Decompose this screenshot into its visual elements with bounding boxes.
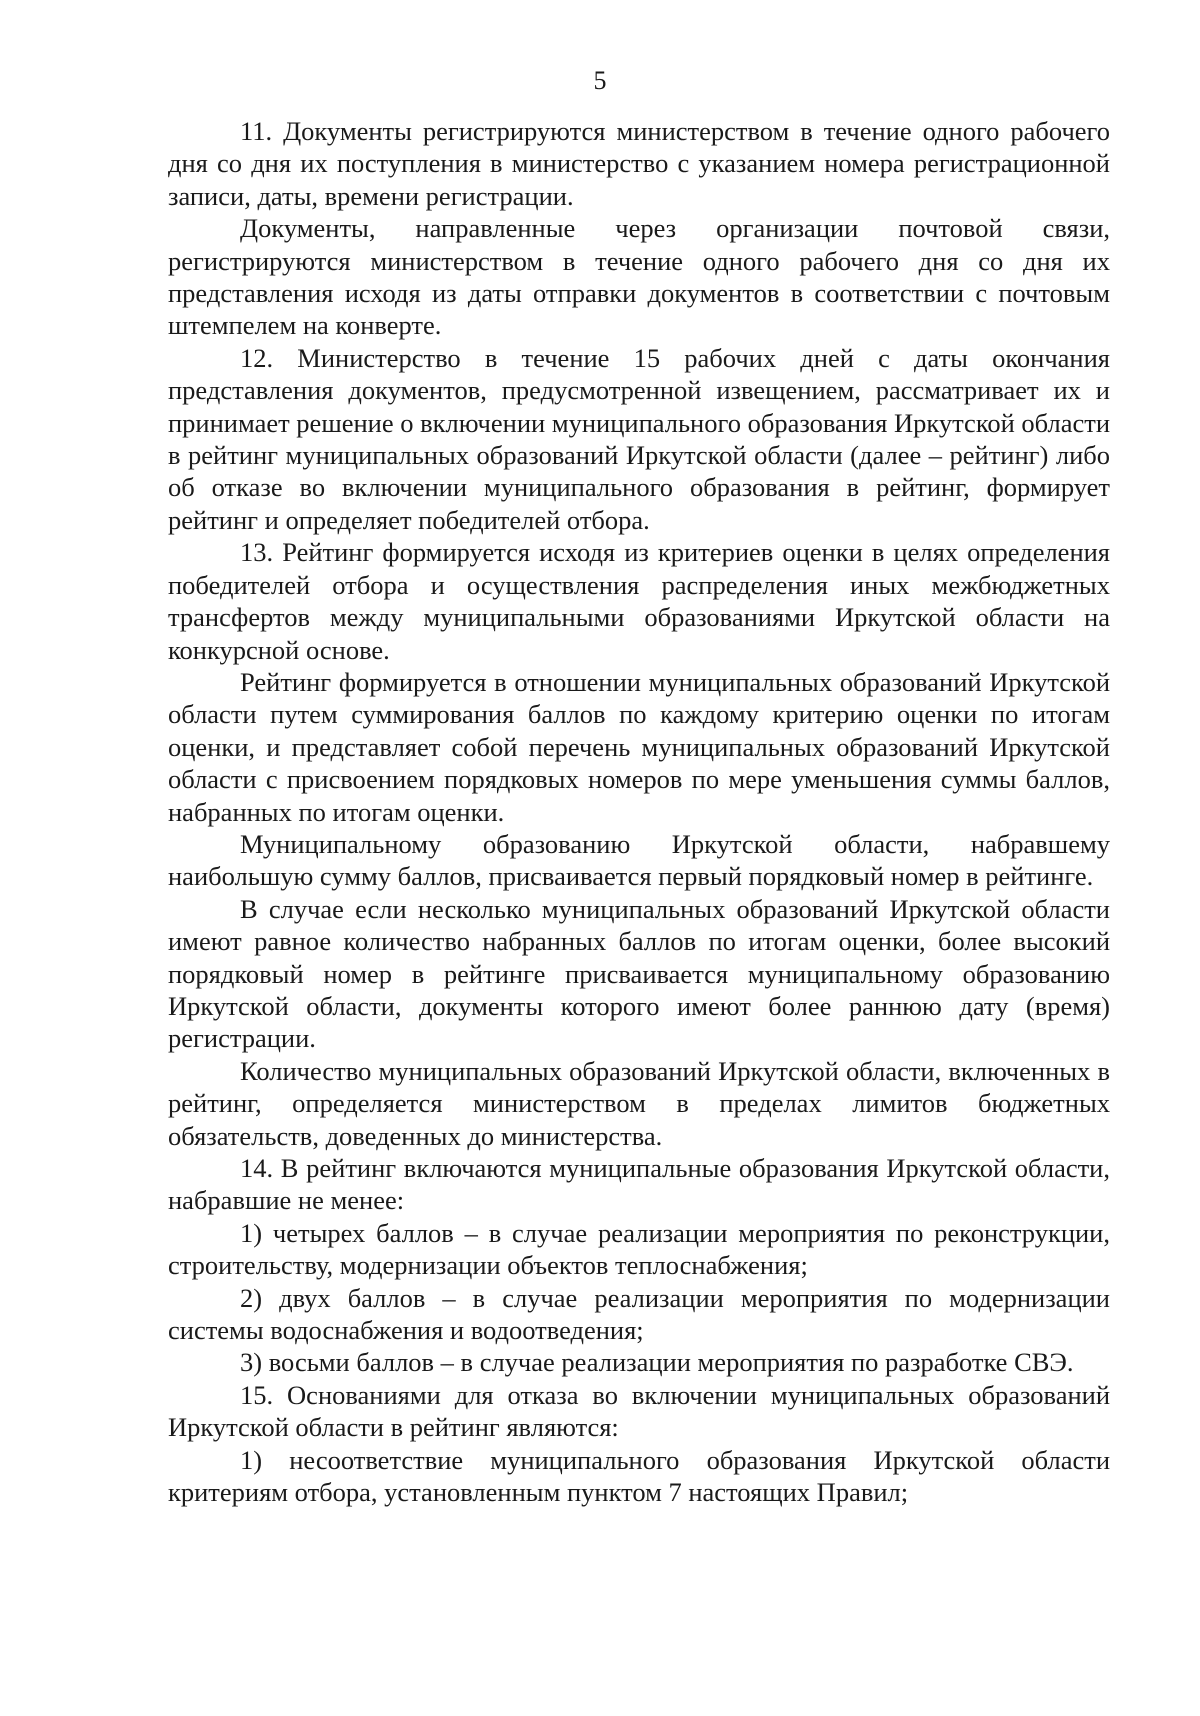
list-item: 2) двух баллов – в случае реализации мероприятия по модернизации системы водоснабжения и водоотведения; — [168, 1282, 1110, 1346]
paragraph: Документы, направленные через организации почтовой связи, регистрируются министерством в течение одного рабочего дня со дня их представления исходя из даты отправки документов в соответствии с почтовым штемпелем на конверте. — [168, 213, 1110, 341]
paragraph: 11. Документы регистрируются министерством в течение одного рабочего дня со дня их поступления в министерство с указанием номера регистрационной записи, даты, времени регистрации. — [168, 116, 1110, 211]
list-item: 3) восьми баллов – в случае реализации мероприятия по разработке СВЭ. — [240, 1347, 1074, 1378]
list-item: 1) несоответствие муниципального образования Иркутской области критериям отбора, установленным пунктом 7 настоящих Правил; — [168, 1444, 1110, 1508]
paragraph: 13. Рейтинг формируется исходя из критериев оценки в целях определения победителей отбора и осуществления распределения иных межбюджетных трансфертов между муниципальными образованиями Иркутской области на конкурсной основе. — [168, 537, 1110, 665]
paragraph: 14. В рейтинг включаются муниципальные образования Иркутской области, набравшие не менее: — [168, 1153, 1110, 1216]
paragraph: В случае если несколько муниципальных образований Иркутской области имеют равное количество набранных баллов по итогам оценки, более высокий порядковый номер в рейтинге присваивается муниципальному образованию Иркутской области, документы которого имеют более раннюю дату (время) регистрации. — [168, 893, 1110, 1054]
paragraph: 12. Министерство в течение 15 рабочих дней с даты окончания представления документов, предусмотренной извещением, рассматривает их и принимает решение о включении муниципального образования Иркутской области в рейтинг муниципальных образований Иркутской области (далее – рейтинг) либо об отказе во включении муниципального образования в рейтинг, формирует рейтинг и определяет победителей отбора. — [168, 342, 1110, 535]
page-number: 5 — [593, 66, 607, 95]
list-item: 1) четырех баллов – в случае реализации мероприятия по реконструкции, строительству, модернизации объектов теплоснабжения; — [168, 1217, 1110, 1281]
paragraph: Количество муниципальных образований Иркутской области, включенных в рейтинг, определяется министерством в пределах лимитов бюджетных обязательств, доведенных до министерства. — [168, 1055, 1110, 1151]
paragraph: Муниципальному образованию Иркутской области, набравшему наибольшую сумму баллов, присваивается первый порядковый номер в рейтинге. — [168, 828, 1110, 892]
document-body — [168, 115, 1110, 1508]
paragraph: 15. Основаниями для отказа во включении муниципальных образований Иркутской области в рейтинг являются: — [168, 1379, 1110, 1443]
paragraph: Рейтинг формируется в отношении муниципальных образований Иркутской области путем суммирования баллов по каждому критерию оценки по итогам оценки, и представляет собой перечень муниципальных образований Иркутской области с присвоением порядковых номеров по мере уменьшения суммы баллов, набранных по итогам оценки. — [168, 666, 1110, 827]
